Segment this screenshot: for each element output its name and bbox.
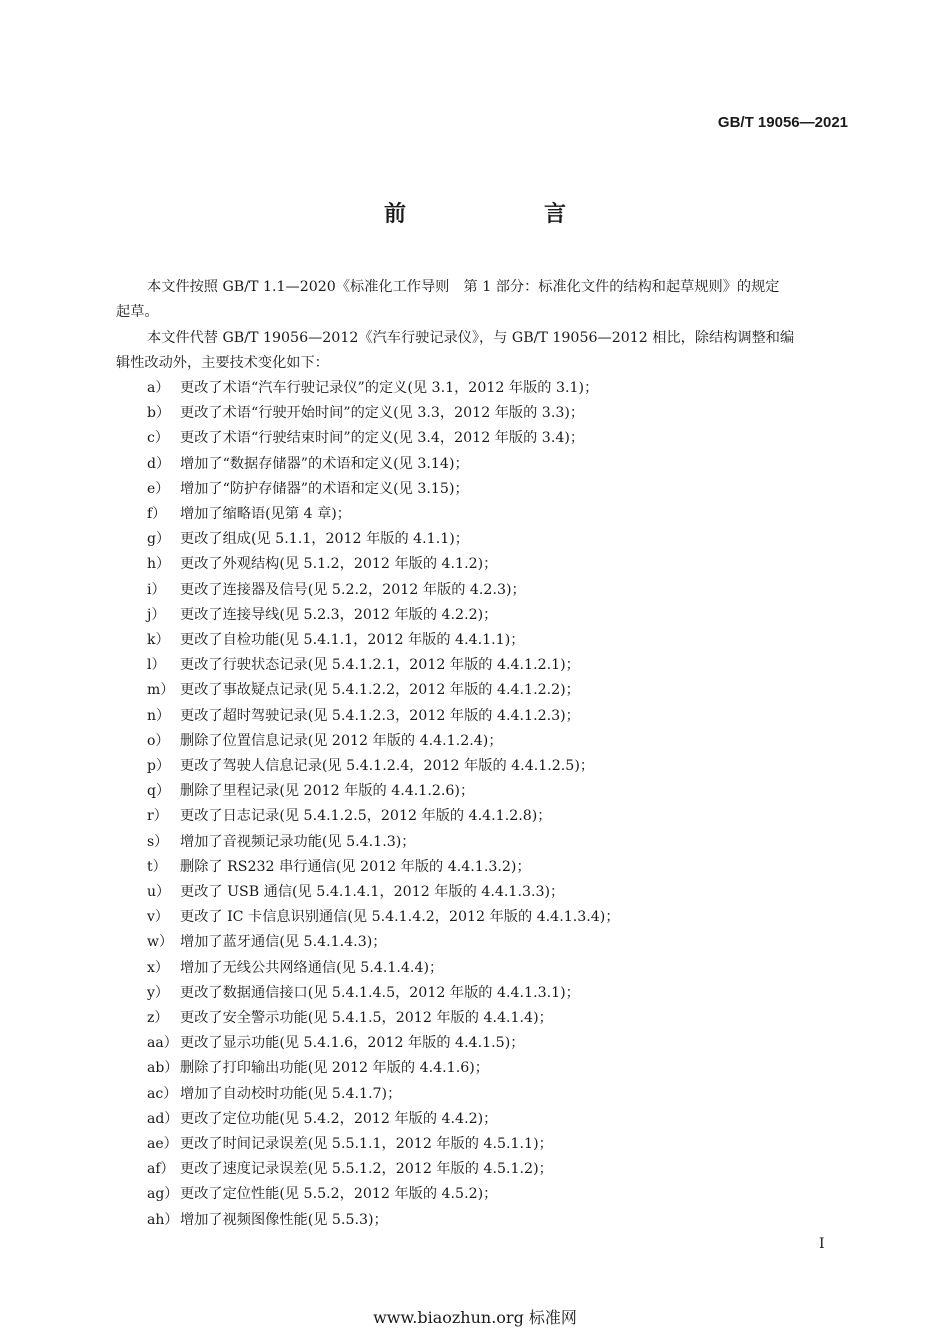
- footer-watermark: www.biaozhun.org 标准网: [373, 1308, 577, 1327]
- list-item-label: m）: [147, 682, 175, 699]
- standard-number: GB/T 19056—2021: [717, 114, 848, 131]
- list-item-label: g）: [147, 531, 170, 548]
- list-item-text: 增加了“数据存储器”的术语和定义(见 3.14)；: [180, 455, 469, 472]
- list-item-label: h）: [147, 556, 171, 573]
- paragraph-2-line-2: 辑性改动外，主要技术变化如下：: [116, 355, 329, 371]
- list-item-text: 增加了视频图像性能(见 5.5.3)；: [180, 1211, 388, 1228]
- paragraph-1-line-1: 本文件按照 GB/T 1.1—2020《标准化工作导则 第 1 部分：标准化文件的结构和起草规则》的规定: [147, 279, 780, 295]
- list-item-text: 更改了数据通信接口(见 5.4.1.4.5，2012 年版的 4.4.1.3.1)；: [180, 984, 580, 1001]
- list-item-label: r）: [147, 808, 168, 825]
- list-item-text: 更改了时间记录误差(见 5.5.1.1，2012 年版的 4.5.1.1)；: [180, 1136, 553, 1152]
- list-item-label: e）: [147, 480, 170, 497]
- list-item-text: 增加了自动校时功能(见 5.4.1.7)；: [180, 1085, 402, 1102]
- list-item-text: 更改了术语“汽车行驶记录仪”的定义(见 3.1，2012 年版的 3.1)；: [180, 380, 599, 396]
- page-title: 前 言: [383, 202, 624, 227]
- list-item-text: 更改了 USB 通信(见 5.4.1.4.1，2012 年版的 4.4.1.3.3)；: [180, 884, 565, 900]
- list-item-label: l）: [147, 657, 166, 674]
- list-item-label: t）: [147, 858, 167, 875]
- list-item-label: af）: [147, 1161, 175, 1178]
- list-item-text: 更改了自检功能(见 5.4.1.1，2012 年版的 4.4.1.1)；: [180, 632, 525, 648]
- list-item-text: 更改了术语“行驶开始时间”的定义(见 3.3，2012 年版的 3.3)；: [180, 405, 585, 422]
- list-item-label: ac）: [147, 1085, 178, 1102]
- list-item-label: ag）: [147, 1186, 179, 1203]
- list-item-text: 更改了术语“行驶结束时间”的定义(见 3.4，2012 年版的 3.4)；: [180, 430, 585, 447]
- list-item-text: 更改了驾驶人信息记录(见 5.4.1.2.4，2012 年版的 4.4.1.2.5)；: [180, 758, 595, 774]
- list-item-text: 增加了缩略语(见第 4 章)；: [180, 506, 351, 522]
- list-item-text: 更改了事故疑点记录(见 5.4.1.2.2，2012 年版的 4.4.1.2.2)；: [180, 682, 580, 699]
- list-item-label: i）: [147, 581, 166, 598]
- list-item-text: 更改了速度记录误差(见 5.5.1.2，2012 年版的 4.5.1.2)；: [180, 1161, 553, 1178]
- paragraph-2-line-1: 本文件代替 GB/T 19056—2012《汽车行驶记录仪》，与 GB/T 19056—2012 相比，除结构调整和编: [147, 330, 795, 346]
- list-item-text: 增加了音视频记录功能(见 5.4.1.3)；: [180, 833, 416, 850]
- list-item-label: s）: [147, 833, 169, 850]
- list-item-label: o）: [147, 732, 170, 749]
- list-item-label: x）: [147, 959, 169, 976]
- list-item-text: 删除了里程记录(见 2012 年版的 4.4.1.2.6)；: [180, 783, 475, 800]
- list-item-text: 增加了蓝牙通信(见 5.4.1.4.3)；: [180, 934, 387, 951]
- list-item-text: 增加了无线公共网络通信(见 5.4.1.4.4)；: [180, 959, 444, 976]
- list-item-label: ab）: [147, 1060, 179, 1077]
- list-item-text: 更改了行驶状态记录(见 5.4.1.2.1，2012 年版的 4.4.1.2.1)；: [180, 657, 580, 674]
- list-item-label: v）: [147, 909, 169, 926]
- list-item-text: 删除了打印输出功能(见 2012 年版的 4.4.1.6)；: [180, 1060, 489, 1077]
- list-item-label: f）: [147, 506, 167, 522]
- list-item-text: 删除了位置信息记录(见 2012 年版的 4.4.1.2.4)；: [180, 732, 503, 749]
- list-item-text: 更改了显示功能(见 5.4.1.6，2012 年版的 4.4.1.5)；: [180, 1035, 525, 1052]
- list-item-text: 更改了连接导线(见 5.2.3，2012 年版的 4.2.2)；: [180, 606, 498, 623]
- list-item-label: c）: [147, 430, 169, 447]
- list-item-text: 更改了 IC 卡信息识别通信(见 5.4.1.4.2，2012 年版的 4.4.1.3.4)；: [180, 909, 620, 926]
- list-item-text: 更改了超时驾驶记录(见 5.4.1.2.3，2012 年版的 4.4.1.2.3)；: [180, 707, 580, 724]
- list-item-label: ae）: [147, 1136, 178, 1152]
- list-item-text: 删除了 RS232 串行通信(见 2012 年版的 4.4.1.3.2)；: [180, 858, 531, 875]
- list-item-text: 更改了组成(见 5.1.1，2012 年版的 4.1.1)；: [180, 531, 469, 548]
- list-item-label: b）: [147, 405, 170, 422]
- list-item-label: d）: [147, 455, 170, 472]
- list-item-label: a）: [147, 380, 170, 396]
- list-item-label: aa）: [147, 1035, 178, 1052]
- list-item-label: j）: [147, 606, 166, 623]
- list-item-text: 更改了日志记录(见 5.4.1.2.5，2012 年版的 4.4.1.2.8)；: [180, 808, 552, 825]
- list-item-label: p）: [147, 758, 170, 774]
- list-item-label: y）: [147, 984, 169, 1001]
- list-item-label: k）: [147, 632, 170, 648]
- list-item-text: 更改了安全警示功能(见 5.4.1.5，2012 年版的 4.4.1.4)；: [180, 1010, 553, 1026]
- list-item-text: 更改了外观结构(见 5.1.2，2012 年版的 4.1.2)；: [180, 556, 498, 573]
- list-item-label: w）: [147, 934, 173, 951]
- list-item-label: u）: [147, 884, 171, 900]
- list-item-label: n）: [147, 707, 171, 724]
- list-item-label: ah）: [147, 1211, 179, 1228]
- list-item-label: ad）: [147, 1110, 179, 1127]
- paragraph-1-line-2: 起草。: [116, 304, 159, 320]
- list-item-label: q）: [147, 783, 170, 800]
- page-number: I: [819, 1236, 825, 1252]
- list-item-text: 增加了“防护存储器”的术语和定义(见 3.15)；: [180, 480, 469, 497]
- list-item-text: 更改了定位性能(见 5.5.2，2012 年版的 4.5.2)；: [180, 1186, 498, 1203]
- list-item-text: 更改了连接器及信号(见 5.2.2，2012 年版的 4.2.3)；: [180, 581, 526, 598]
- list-item-text: 更改了定位功能(见 5.4.2，2012 年版的 4.4.2)；: [180, 1110, 498, 1127]
- list-item-label: z）: [147, 1010, 169, 1026]
